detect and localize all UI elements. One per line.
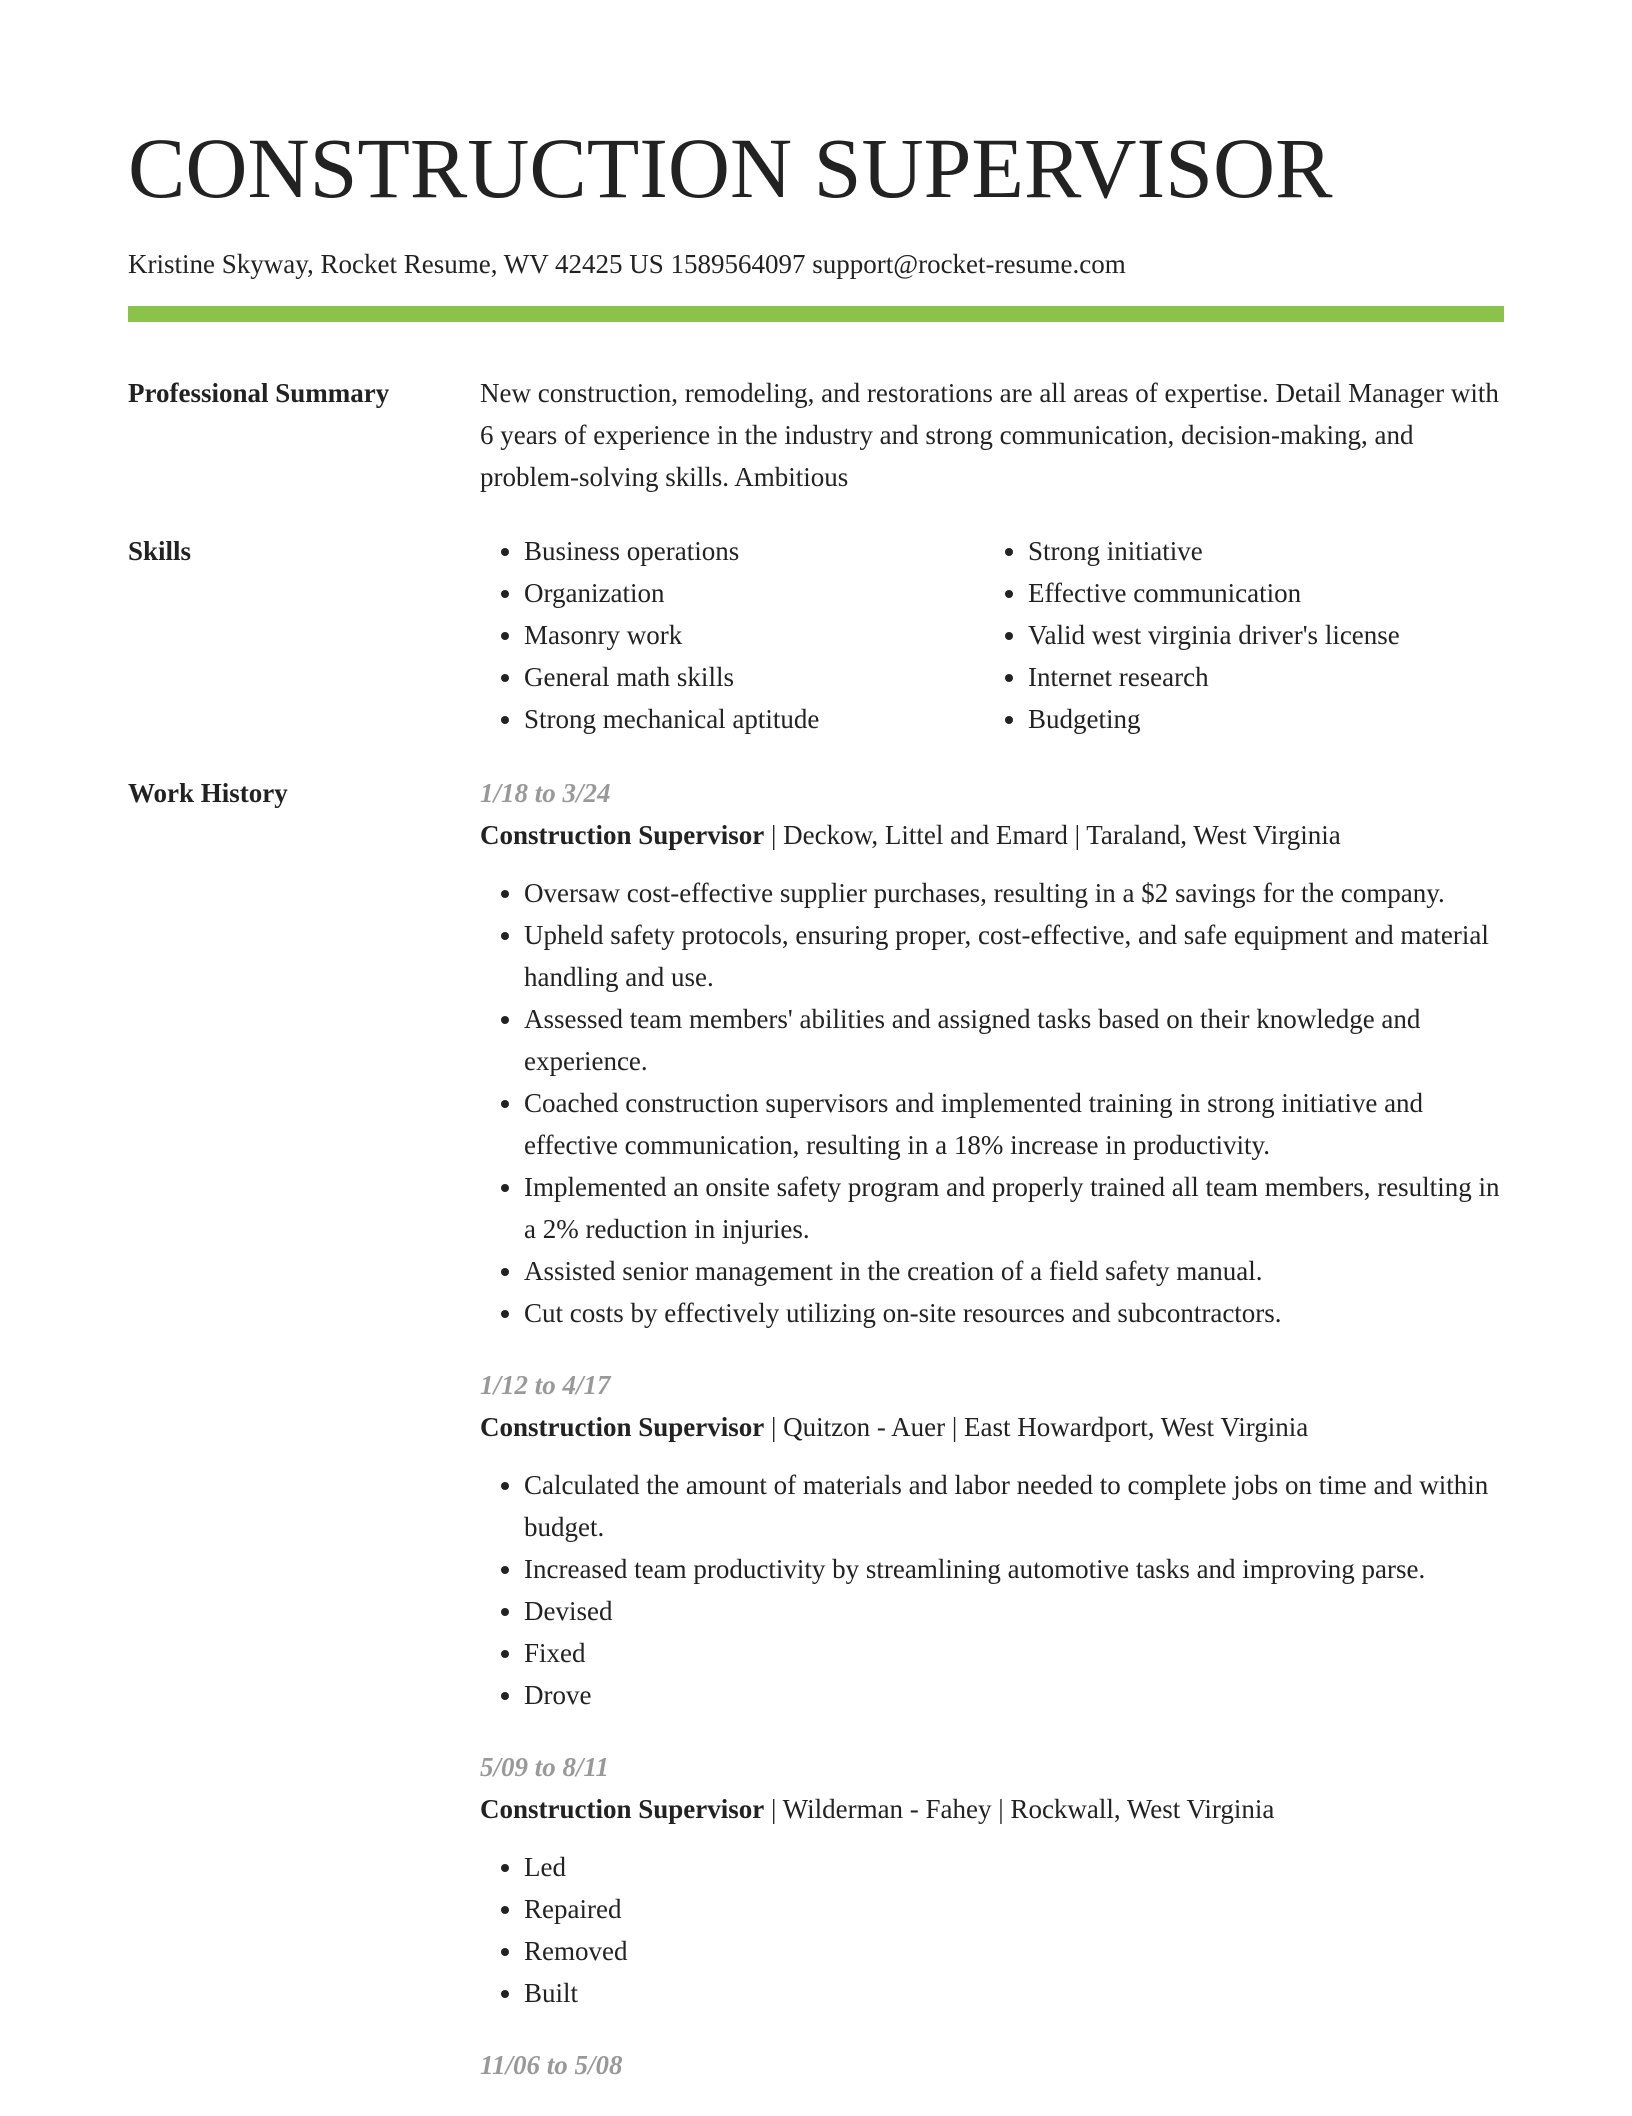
job-bullet: • Repaired: [524, 1888, 1504, 1930]
work-history-section: [128, 772, 1504, 2116]
job-bullet: • Implemented an onsite safety program and properly trained all team members, resulting in a 2% reduction in injuries.: [524, 1166, 1504, 1250]
job-bullet: • Increased team productivity by streamlining automotive tasks and improving parse.: [524, 1548, 1504, 1590]
skill-item: • Effective communication: [1028, 572, 1498, 614]
summary-section: [128, 372, 1504, 498]
job-entry: [480, 772, 1504, 1334]
job-bullet: • Calculated the amount of materials and labor needed to complete jobs on time and within budget.: [524, 1464, 1504, 1548]
job-title: Construction Supervisor: [480, 1412, 765, 1442]
skill-item: • General math skills: [524, 656, 984, 698]
job-bullets: [480, 1464, 1504, 1716]
skills-column-2: [984, 530, 1498, 740]
job-bullet: • Cut costs by effectively utilizing on-site resources and subcontractors.: [524, 1292, 1504, 1334]
job-title-line: [480, 814, 1504, 856]
skill-item: • Budgeting: [1028, 698, 1498, 740]
skills-title: Skills: [128, 536, 192, 566]
job-bullet: • Assessed team members' abilities and assigned tasks based on their knowledge and experience.: [524, 998, 1504, 1082]
job-entry: [480, 2044, 1504, 2086]
job-employer: | Wilderman - Fahey | Rockwall, West Virginia: [764, 1794, 1275, 1824]
skill-item: • Strong mechanical aptitude: [524, 698, 984, 740]
job-title: Construction Supervisor: [480, 1794, 765, 1824]
skill-item: • Business operations: [524, 530, 984, 572]
work-history-title: Work History: [128, 778, 288, 808]
job-dates: 5/09 to 8/11: [480, 1752, 610, 1782]
job-bullet: • Assisted senior management in the creation of a field safety manual.: [524, 1250, 1504, 1292]
job-title: Construction Supervisor: [480, 820, 765, 850]
job-bullet: • Led: [524, 1846, 1504, 1888]
job-dates: 1/12 to 4/17: [480, 1370, 611, 1400]
job-bullet: • Oversaw cost-effective supplier purchases, resulting in a $2 savings for the company.: [524, 872, 1504, 914]
job-bullet: • Devised: [524, 1590, 1504, 1632]
skill-item: • Internet research: [1028, 656, 1498, 698]
job-entry: [480, 1746, 1504, 2014]
job-employer: | Deckow, Littel and Emard | Taraland, West Virginia: [764, 820, 1341, 850]
contact-line: Kristine Skyway, Rocket Resume, WV 42425 US 1589564097 support@rocket-resume.com: [128, 249, 1126, 279]
skill-item: • Masonry work: [524, 614, 984, 656]
skills-section: [128, 530, 1504, 740]
summary-title: Professional Summary: [128, 378, 390, 408]
skill-item: • Organization: [524, 572, 984, 614]
job-title-line: [480, 1788, 1504, 1830]
resume-page: [128, 0, 1504, 2116]
job-bullets: [480, 872, 1504, 1334]
job-employer: | Quitzon - Auer | East Howardport, West Virginia: [764, 1412, 1309, 1442]
skill-item: • Strong initiative: [1028, 530, 1498, 572]
job-entry: [480, 1364, 1504, 1716]
header-divider: [128, 306, 1504, 322]
resume-name: CONSTRUCTION SUPERVISOR: [128, 120, 1333, 216]
job-bullet: • Drove: [524, 1674, 1504, 1716]
job-title-line: [480, 1406, 1504, 1448]
job-bullet: • Upheld safety protocols, ensuring proper, cost-effective, and safe equipment and material handling and use.: [524, 914, 1504, 998]
job-dates: 1/18 to 3/24: [480, 778, 611, 808]
summary-text: New construction, remodeling, and restorations are all areas of expertise. Detail Manager with 6 years of experience in the industry and strong communication, decision-making, and problem-solving skills. Ambitious: [480, 378, 1499, 492]
job-bullet: • Removed: [524, 1930, 1504, 1972]
job-bullet: • Built: [524, 1972, 1504, 2014]
job-bullet: • Fixed: [524, 1632, 1504, 1674]
job-bullets: [480, 1846, 1504, 2014]
job-bullet: • Coached construction supervisors and implemented training in strong initiative and effective communication, resulting in a 18% increase in productivity.: [524, 1082, 1504, 1166]
job-dates: 11/06 to 5/08: [480, 2050, 623, 2080]
skill-item: • Valid west virginia driver's license: [1028, 614, 1498, 656]
skills-column-1: [480, 530, 984, 740]
